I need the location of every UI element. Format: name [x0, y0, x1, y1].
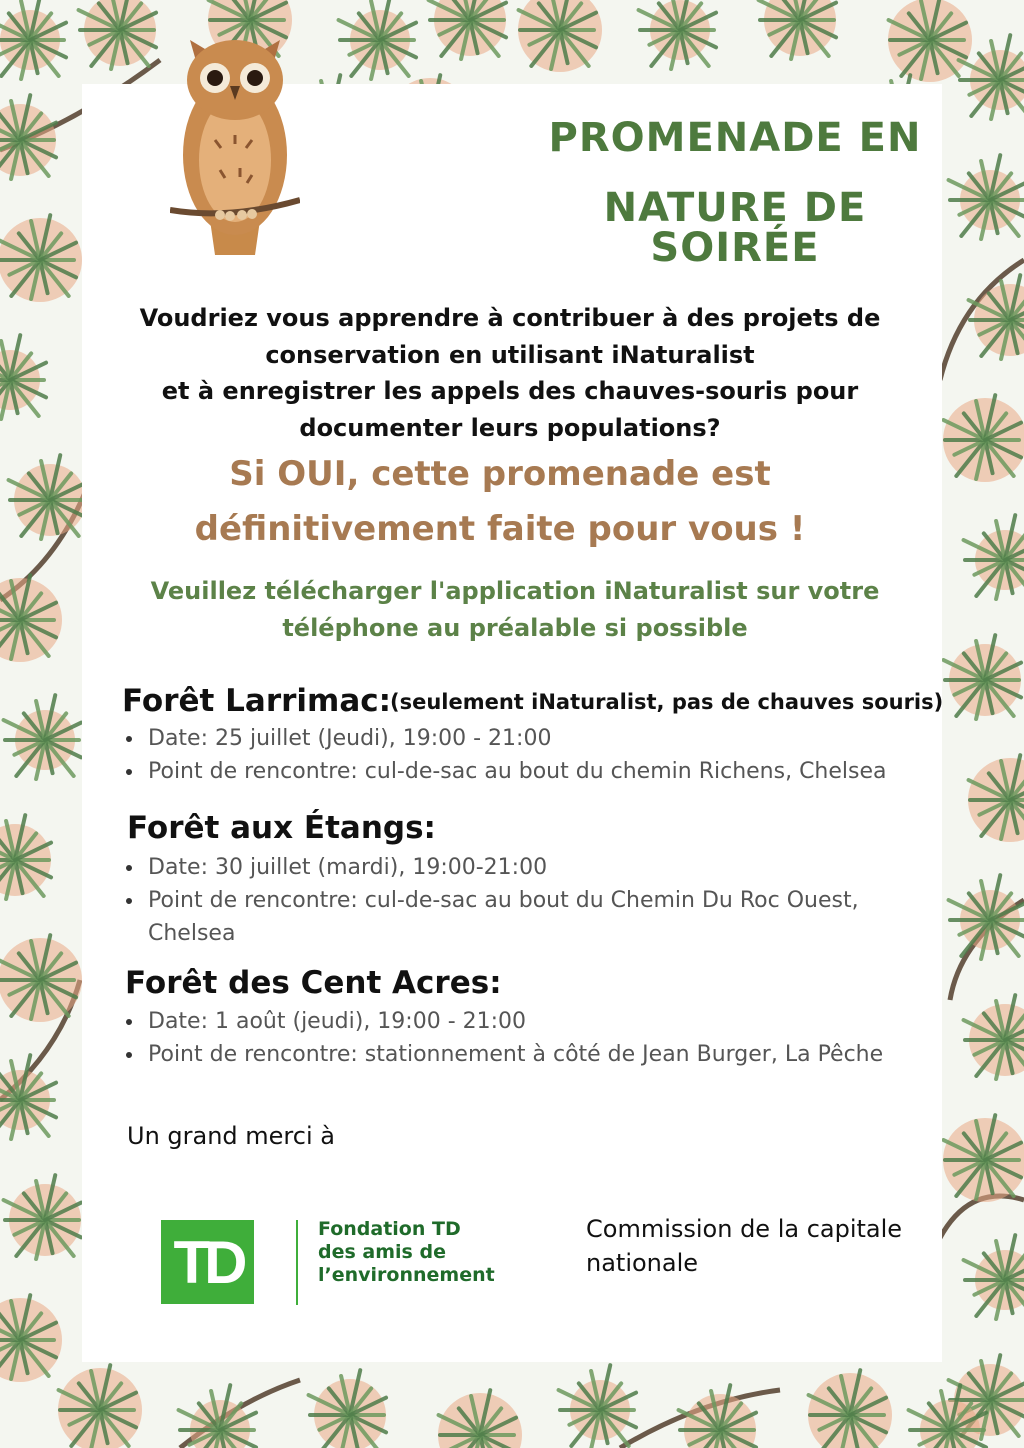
td-logo-text: TD [173, 1229, 242, 1296]
intro-line: documenter leurs populations? [299, 413, 721, 442]
event-details-cent-acres [122, 1005, 928, 1071]
event-heading-cent-acres: Forêt des Cent Acres: [125, 965, 502, 1001]
event-heading-etangs: Forêt aux Étangs: [127, 810, 436, 846]
td-foundation-name [318, 1218, 495, 1287]
ncc-line: Commission de la capitale [586, 1215, 903, 1243]
td-foundation-line: Fondation TD [318, 1218, 461, 1240]
event-details-etangs [122, 851, 928, 950]
ncc-sponsor [586, 1212, 902, 1280]
owl-icon [170, 20, 300, 260]
event-note-larrimac: (seulement iNaturalist, pas de chauves souris) [390, 690, 944, 714]
oui-line: Si OUI, cette promenade est [229, 454, 771, 494]
list-item: Point de rencontre: cul-de-sac au bout du chemin Richens, Chelsea [148, 755, 928, 788]
intro-line: et à enregistrer les appels des chauves-souris pour [161, 377, 859, 405]
list-item: Point de rencontre: cul-de-sac au bout du Chemin Du Roc Ouest, Chelsea [148, 884, 928, 950]
page-title-line1: PROMENADE EN [548, 115, 922, 161]
td-foundation-line: des amis de [318, 1241, 446, 1263]
event-details-larrimac [122, 722, 928, 788]
download-notice [120, 573, 910, 647]
list-item: Date: 30 juillet (mardi), 19:00-21:00 [148, 851, 928, 884]
intro-question [120, 300, 900, 446]
thanks-label: Un grand merci à [127, 1122, 335, 1150]
list-item: Point de rencontre: stationnement à côté de Jean Burger, La Pêche [148, 1038, 928, 1071]
oui-line: définitivement faite pour vous ! [194, 509, 806, 549]
intro-line: Voudriez vous apprendre à contribuer à des projets de [139, 304, 881, 332]
list-item: Date: 1 août (jeudi), 19:00 - 21:00 [148, 1005, 928, 1038]
page-title-line2: NATURE DE SOIRÉE [603, 185, 867, 271]
logo-divider [296, 1220, 298, 1305]
list-item: Date: 25 juillet (Jeudi), 19:00 - 21:00 [148, 722, 928, 755]
td-logo [161, 1220, 254, 1304]
download-line: téléphone au préalable si possible [282, 614, 748, 642]
event-heading-larrimac: Forêt Larrimac: [122, 683, 392, 719]
ncc-line: nationale [586, 1249, 699, 1277]
download-line: Veuillez télécharger l'application iNaturalist sur votre [150, 577, 880, 605]
oui-callout [130, 447, 870, 557]
td-foundation-line: l’environnement [318, 1264, 495, 1286]
intro-line: conservation en utilisant iNaturalist [265, 340, 755, 369]
